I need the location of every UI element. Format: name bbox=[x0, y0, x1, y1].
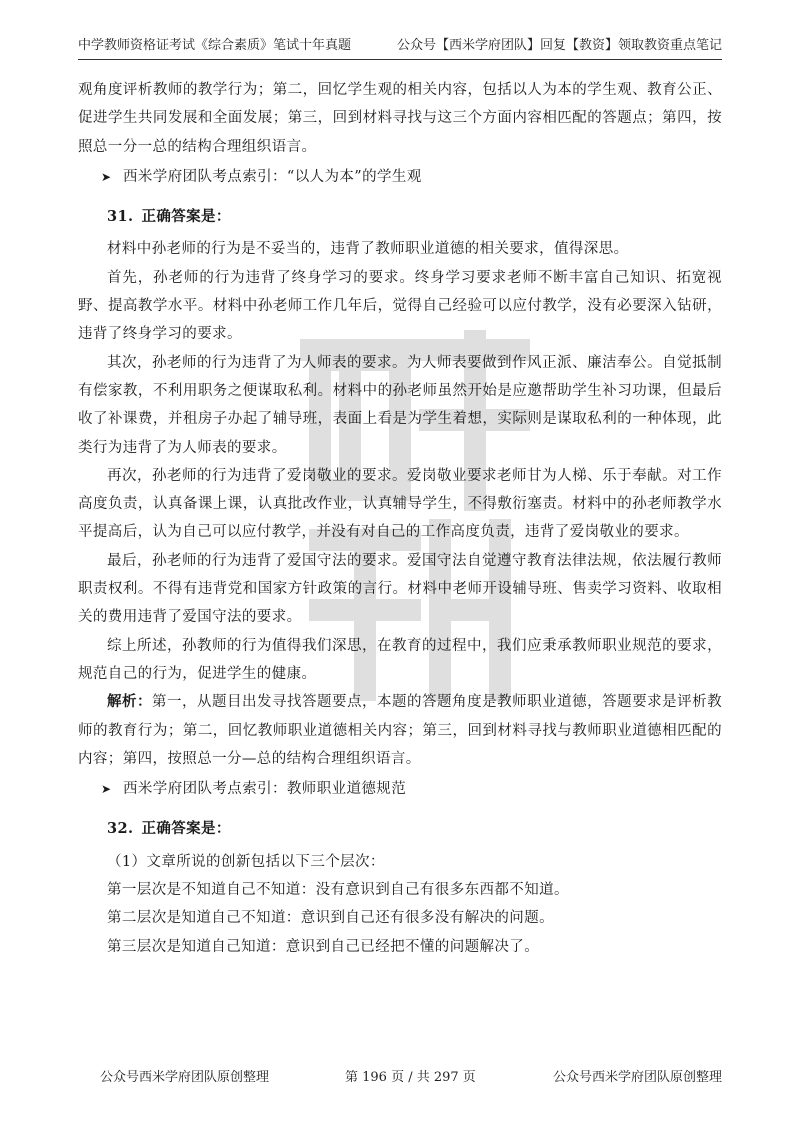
header-left-text: 中学教师资格证考试《综合素质》笔试十年真题 bbox=[78, 38, 352, 53]
intro-bullet-text: 西米学府团队考点索引：“以人为本”的学生观 bbox=[123, 168, 422, 185]
q32-paragraph-3: 第二层次是知道自己不知道：意识到自己还有很多没有解决的问题。 bbox=[107, 910, 554, 927]
q31-paragraph-6: 综上所述，孙教师的行为值得我们深思，在教育的过程中，我们应秉承教师职业规范的要求，规范自己的行为，促进学生的健康。 bbox=[78, 637, 722, 682]
q31-bullet bbox=[78, 775, 722, 803]
q31-paragraph-4: 再次，孙老师的行为违背了爱岗敬业的要求。爱岗敬业要求老师甘为人梯、乐于奉献。对工作高度负责，认真备课上课，认真批改作业，认真辅导学生，不得敷衍塞责。材料中的孙老师教学水平提高后，认为自己可以应付教学，并没有对自己的工作高度负责，违背了爱岗敬业的要求。 bbox=[78, 467, 722, 541]
q32-paragraph-1: （1）文章所说的创新包括以下三个层次： bbox=[107, 853, 385, 870]
q31-bullet-text: 西米学府团队考点索引：教师职业道德规范 bbox=[123, 781, 407, 798]
analysis-label: 解析： bbox=[107, 693, 153, 711]
q31-paragraph-5: 最后，孙老师的行为违背了爱国守法的要求。爱国守法自觉遵守教育法律法规，依法履行教师职责权利。不得有违背党和国家方针政策的言行。材料中老师开设辅导班、售卖学习资料、收取相关的费用违背了爱国守法的要求。 bbox=[78, 552, 722, 626]
page-content bbox=[78, 76, 722, 961]
q31-number: 31. bbox=[107, 208, 134, 226]
intro-paragraph: 观角度评析教师的教学行为；第二，回忆学生观的相关内容，包括以人为本的学生观、教育公正、促进学生共同发展和全面发展；第三，回到材料寻找与这三个方面内容相匹配的答题点；第四，按照总一分一总的结构合理组织语言。 bbox=[78, 82, 722, 155]
q31-paragraph-1: 材料中孙老师的行为是不妥当的，违背了教师职业道德的相关要求，值得深思。 bbox=[107, 241, 629, 258]
q32-number: 32. bbox=[107, 820, 134, 838]
footer-right-text: 公众号西米学府团队原创整理 bbox=[552, 1070, 722, 1085]
q31-analysis bbox=[78, 688, 722, 773]
header-right-text: 公众号【西米学府团队】回复【教资】领取教资重点笔记 bbox=[396, 38, 722, 53]
q31-paragraph-3: 其次，孙老师的行为违背了为人师表的要求。为人师表要做到作风正派、廉洁奉公。自觉抵制有偿家教，不利用职务之便谋取私利。材料中的孙老师虽然开始是应邀帮助学生补习功课，但最后收了补课费，并租房子办起了辅导班，表面上看是为学生着想，实际则是谋取私利的一种体现，此类行为违背了为人师表的要求。 bbox=[78, 354, 722, 456]
q32-paragraph-2: 第一层次是不知道自己不知道：没有意识到自己有很多东西都不知道。 bbox=[107, 882, 569, 899]
q31-paragraph-2: 首先，孙老师的行为违背了终身学习的要求。终身学习要求老师不断丰富自己知识、拓宽视野、提高教学水平。材料中孙老师工作几年后，觉得自己经验可以应付教学，没有必要深入钻研，违背了终身学习的要求。 bbox=[78, 269, 722, 343]
footer-left-text: 公众号西米学府团队原创整理 bbox=[100, 1070, 270, 1085]
q31-title-text: 正确答案是： bbox=[141, 208, 231, 226]
arrowhead-bullet-icon: ➤ bbox=[101, 169, 112, 184]
intro-bullet bbox=[78, 163, 722, 191]
q31-title bbox=[78, 203, 722, 231]
q32-paragraph-4: 第三层次是知道自己知道：意识到自己已经把不懂的问题解决了。 bbox=[107, 938, 540, 955]
analysis-text: 第一，从题目出发寻找答题要点，本题的答题角度是教师职业道德，答题要求是评析教师的教育行为；第二，回忆教师职业道德相关内容；第三，回到材料寻找与教师职业道德相匹配的内容；第四，按照总一分—总的结构合理组织语言。 bbox=[78, 694, 722, 767]
arrowhead-bullet-icon: ➤ bbox=[101, 782, 112, 797]
header-divider bbox=[78, 59, 722, 60]
q32-title-text: 正确答案是： bbox=[141, 820, 231, 838]
page-number: 第 196 页 / 共 297 页 bbox=[345, 1070, 476, 1085]
q32-title bbox=[78, 815, 722, 843]
